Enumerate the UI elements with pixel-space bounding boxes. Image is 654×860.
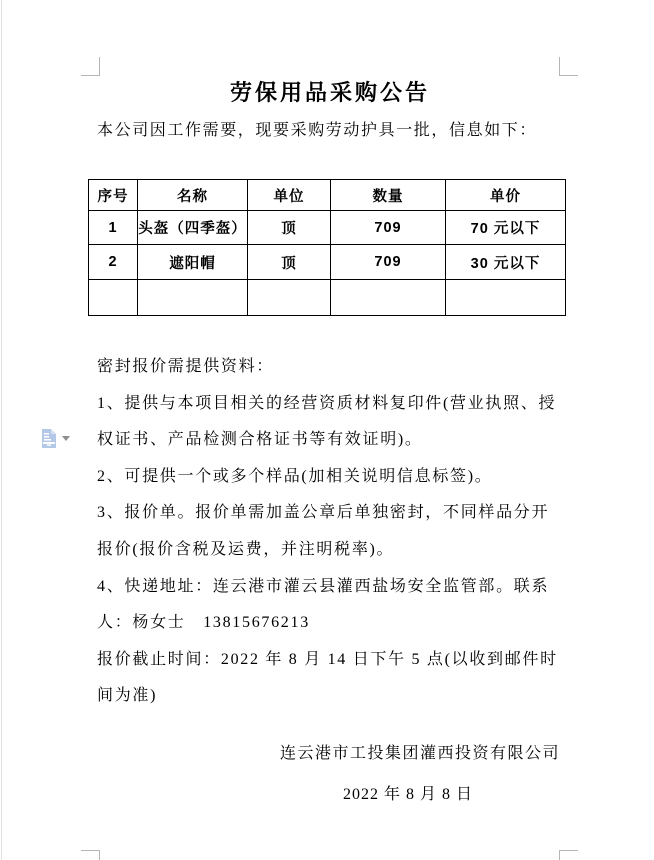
table-header-cell: 名称 [138,180,248,211]
text-boundary-mark-top-left [81,57,100,76]
table-header-cell: 序号 [89,180,138,211]
intro-paragraph: 本公司因工作需要，现要采购劳动护具一批，信息如下： [97,122,538,139]
table-cell [138,280,248,316]
body-line: 4、快递地址：连云港市灌云县灌西盐场安全监管部。联系 [97,577,550,595]
document-title: 劳保用品采购公告 [229,80,430,105]
body-line: 1、提供与本项目相关的经营资质材料复印件(营业执照、授 [97,394,557,412]
text-boundary-mark-bottom-left [81,850,100,860]
table-row [89,211,566,245]
body-line: 密封报价需提供资料： [97,358,275,375]
table-cell [446,280,566,316]
table-cell: 顶 [248,245,331,280]
dropdown-arrow-icon[interactable] [62,436,70,441]
body-line: 人：杨女士 13815676213 [97,614,310,632]
table-header-cell: 单位 [248,180,331,211]
body-line: 3、报价单。报价单需加盖公章后单独密封，不同样品分开 [97,504,550,522]
table-row-empty [89,280,566,316]
procurement-items-table [88,179,566,316]
table-cell: 遮阳帽 [138,245,248,280]
table-header-row [89,180,566,211]
body-line: 报价(报价含税及运费，并注明税率)。 [97,540,395,558]
body-line: 间为准) [97,687,158,705]
text-boundary-mark-bottom-right [559,850,578,860]
body-text-block [97,349,567,715]
table-cell [331,280,446,316]
table-cell: 顶 [248,211,331,245]
table-cell: 1 [89,211,138,245]
paste-options-button[interactable] [41,427,75,449]
table-cell: 30 元以下 [446,245,566,280]
body-line: 权证书、产品检测合格证书等有效证明)。 [97,431,423,449]
signature-date: 2022 年 8 月 8 日 [343,786,474,803]
table-header-cell: 单价 [446,180,566,211]
table-header-cell: 数量 [331,180,446,211]
text-boundary-mark-top-right [559,57,578,76]
body-line: 报价截止时间：2022 年 8 月 14 日下午 5 点(以收到邮件时 [97,650,558,668]
table-cell: 2 [89,245,138,280]
table-cell: 709 [331,245,446,280]
table-cell [89,280,138,316]
page-left-edge [1,0,2,860]
table-row [89,245,566,280]
table-cell [248,280,331,316]
table-cell: 70 元以下 [446,211,566,245]
signature-company: 连云港市工投集团灌西投资有限公司 [279,745,560,762]
table-cell: 709 [331,211,446,245]
table-cell: 头盔（四季盔） [138,211,248,245]
body-line: 2、可提供一个或多个样品(加相关说明信息标签)。 [97,467,493,485]
